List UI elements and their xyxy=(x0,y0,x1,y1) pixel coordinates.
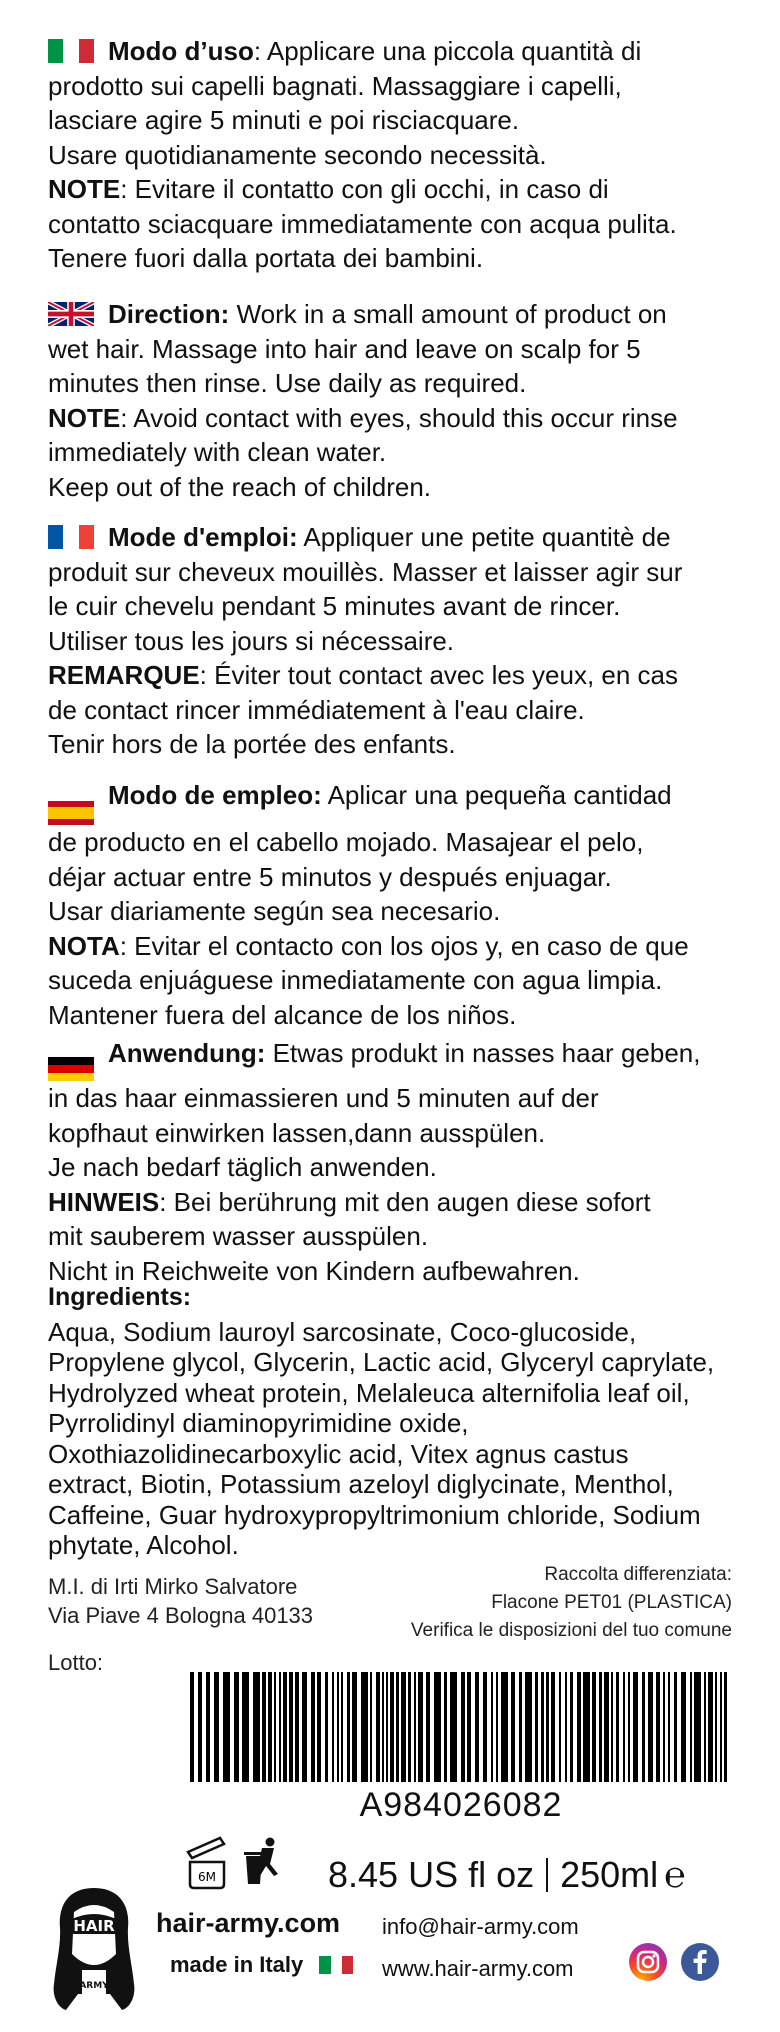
barcode-bar xyxy=(475,1672,479,1782)
barcode-bar xyxy=(648,1672,653,1782)
text-line: déjar actuar entre 5 minutos y después enjuagar. xyxy=(48,861,612,892)
barcode-bar xyxy=(724,1672,727,1782)
barcode-bar xyxy=(496,1672,498,1782)
barcode-bar xyxy=(341,1672,343,1782)
barcode-bar xyxy=(690,1672,692,1782)
flag-france-icon xyxy=(48,525,94,549)
text-line: Keep out of the reach of children. xyxy=(48,471,432,502)
barcode-bar xyxy=(444,1672,447,1782)
barcode-bar xyxy=(268,1672,272,1782)
note-label: NOTE xyxy=(48,174,121,204)
barcode-bar xyxy=(206,1672,210,1782)
barcode-bar xyxy=(414,1672,416,1782)
pao-label: 6M xyxy=(198,1870,216,1884)
barcode-bar xyxy=(501,1672,508,1782)
text-line: mit sauberem wasser ausspülen. xyxy=(48,1221,429,1251)
flag-spain-icon xyxy=(48,801,94,825)
barcode-bar xyxy=(198,1672,202,1782)
text-line: contatto sciacquare immediatamente con acqua pulita. xyxy=(48,208,677,239)
facebook-icon[interactable] xyxy=(680,1942,720,1982)
flag-uk-icon xyxy=(48,300,94,324)
barcode-bar xyxy=(434,1672,441,1782)
barcode-bar xyxy=(311,1672,315,1782)
ingredients-line: extract, Biotin, Potassium azeloyl diglycinate, Menthol, xyxy=(48,1469,674,1499)
barcode-bar xyxy=(361,1672,368,1782)
barcode-bar xyxy=(704,1672,706,1782)
barcode-bar xyxy=(592,1672,596,1782)
text-line: Tenir hors de la portée des enfants. xyxy=(48,729,456,759)
ingredients-line: Propylene glycol, Glycerin, Lactic acid, Glyceryl caprylate, xyxy=(48,1347,715,1377)
barcode-bar xyxy=(337,1672,339,1782)
barcode-bar xyxy=(386,1672,388,1782)
instructions-english: Direction: Work in a small amount of product on wet hair. Massage into hair and leave on scalp for 5 minutes then rinse. Use daily as required. NOTE: Avoid contact with eyes, should this occur rinse immediately with clean water. Keep out of the reach of children. xyxy=(48,297,748,504)
barcode-bar xyxy=(352,1672,357,1782)
ingredients-line: phytate, Alcohol. xyxy=(48,1530,239,1560)
text-line: de contact rincer immédiatement à l'eau claire. xyxy=(48,694,585,725)
barcode-bar xyxy=(390,1672,394,1782)
barcode-bar xyxy=(604,1672,609,1782)
note-label: NOTE xyxy=(48,402,121,433)
barcode-bar xyxy=(577,1672,581,1782)
text-line: minutes then rinse. Use daily as required. xyxy=(48,368,527,398)
barcode-bar xyxy=(262,1672,266,1782)
barcode-bar xyxy=(694,1672,701,1782)
barcode-bar xyxy=(551,1672,555,1782)
barcode-bar xyxy=(223,1672,230,1782)
barcode-bar xyxy=(408,1672,411,1782)
barcode-bar xyxy=(628,1672,630,1782)
barcode-bar xyxy=(623,1672,625,1782)
text-line: produit sur cheveux mouillès. Masser et laisser agir sur xyxy=(48,556,683,587)
text-line: immediately with clean water. xyxy=(48,437,387,467)
barcode-bar xyxy=(491,1672,493,1782)
barcode-bar xyxy=(483,1672,487,1782)
manufacturer-name: M.I. di Irti Mirko Salvatore xyxy=(48,1574,298,1599)
text-line: in das haar einmassieren und 5 minuten auf der xyxy=(48,1083,599,1113)
recycling-info: Raccolta differenziata: Flacone PET01 (PLASTICA) Verifica le disposizioni del tuo comune xyxy=(410,1564,732,1641)
volume-us: 8.45 US fl oz xyxy=(328,1854,535,1895)
hair-army-logo xyxy=(48,1884,140,2012)
ingredients-list xyxy=(48,1282,748,1561)
text-line: Je nach bedarf täglich anwenden. xyxy=(48,1152,437,1182)
barcode-bar xyxy=(242,1672,249,1782)
barcode-bar xyxy=(302,1672,307,1782)
barcode-bar xyxy=(461,1672,465,1782)
section-heading: Modo de empleo: xyxy=(108,780,322,810)
text-line: Utiliser tous les jours si nécessaire. xyxy=(48,625,455,656)
note-label: NOTA xyxy=(48,930,120,961)
volume-info xyxy=(328,1854,686,1896)
barcode-bar xyxy=(720,1672,722,1782)
flag-italy-icon xyxy=(319,1956,353,1974)
barcode-bar xyxy=(546,1672,549,1782)
text-line: lasciare agire 5 minuti e poi risciacquare. xyxy=(48,105,520,135)
ingredients-line: Aqua, Sodium lauroyl sarcosinate, Coco-glucoside, xyxy=(48,1316,637,1347)
barcode-bar xyxy=(559,1672,561,1782)
estimated-sign: ℮ xyxy=(664,1854,686,1895)
manufacturer-info xyxy=(48,1572,313,1630)
manufacturer-address: Via Piave 4 Bologna 40133 xyxy=(48,1603,314,1628)
ingredients-line: Hydrolyzed wheat protein, Melaleuca alternifolia leaf oil, xyxy=(48,1377,690,1408)
section-heading: Anwendung: xyxy=(108,1038,266,1068)
barcode-bar xyxy=(511,1672,515,1782)
ingredients-line: Caffeine, Guar hydroxypropyltrimonium chloride, Sodium xyxy=(48,1499,701,1530)
contact-email[interactable]: info@hair-army.com xyxy=(382,1914,579,1939)
ingredients-line: Oxothiazolidinecarboxylic acid, Vitex agnus castus xyxy=(48,1438,629,1469)
barcode-number: A984026082 xyxy=(359,1786,563,1824)
text-line: Nicht in Reichweite von Kindern aufbewahren. xyxy=(48,1255,580,1286)
flag-germany-icon xyxy=(48,1057,94,1081)
barcode-bar xyxy=(347,1672,350,1782)
barcode-bar xyxy=(332,1672,334,1782)
flag-italy-icon xyxy=(48,39,94,63)
text-line: kopfhaut einwirken lassen,dann ausspülen. xyxy=(48,1117,546,1148)
barcode-bar xyxy=(633,1672,638,1782)
barcode-bar xyxy=(611,1672,613,1782)
text-line: Tenere fuori dalla portata dei bambini. xyxy=(48,243,484,273)
ingredients-title: Ingredients: xyxy=(48,1283,192,1311)
ingredients-line: Pyrrolidinyl diaminopyrimidine oxide, xyxy=(48,1408,469,1438)
barcode-bar xyxy=(234,1672,239,1782)
text-line: Usare quotidianamente secondo necessità. xyxy=(48,139,547,170)
barcode-bar xyxy=(283,1672,287,1782)
text-line: Usar diariamente según sea necesario. xyxy=(48,896,501,926)
barcode-bar xyxy=(401,1672,406,1782)
section-heading: Mode d'emploi: xyxy=(108,522,298,552)
barcode-bar xyxy=(325,1672,328,1782)
barcode-bar xyxy=(674,1672,677,1782)
text-line: Mantener fuera del alcance de los niños. xyxy=(48,999,517,1030)
contact-website[interactable]: www.hair-army.com xyxy=(382,1956,574,1981)
instructions-spanish: Modo de empleo: Aplicar una pequeña cantidad de producto en el cabello mojado. Masajear el pelo, déjar actuar entre 5 minutos y después enjuagar. Usar diariamente según sea necesario. NOTA: Evitar el contacto con los ojos y, en caso de que suceda enjuáguese inmediatamente con agua limpia. Mantener fuera del alcance de los niños. xyxy=(48,778,748,1032)
volume-metric: 250ml xyxy=(560,1854,659,1895)
instructions-italian: Modo d’uso: Applicare una piccola quantità di prodotto sui capelli bagnati. Massaggiare i capelli, lasciare agire 5 minuti e poi risciacquare. Usare quotidianamente secondo necessità. NOTE: Evitare il contatto con gli occhi, in caso di contatto sciacquare immediatamente con acqua pulita. Tenere fuori dalla portata dei bambini. xyxy=(48,34,748,276)
barcode-bar xyxy=(535,1672,538,1782)
barcode-bar xyxy=(274,1672,276,1782)
barcode-bar xyxy=(583,1672,590,1782)
section-heading: Modo d’uso xyxy=(108,36,254,66)
lot-label: Lotto: xyxy=(48,1650,104,1675)
barcode-bar xyxy=(541,1672,544,1782)
barcode-bar xyxy=(525,1672,532,1782)
barcode-bar xyxy=(467,1672,471,1782)
recycle-bin-icon xyxy=(240,1836,288,1890)
logo-text-top: HAIR xyxy=(73,1917,115,1935)
barcode-bar xyxy=(382,1672,384,1782)
barcode-bar xyxy=(214,1672,219,1782)
barcode-bar xyxy=(570,1672,573,1782)
text-line: de producto en el cabello mojado. Masajear el pelo, xyxy=(48,827,644,857)
barcode-bar xyxy=(396,1672,399,1782)
logo-text-bottom: ARMY xyxy=(79,1981,109,1991)
barcode-bar xyxy=(289,1672,293,1782)
barcode-bar xyxy=(708,1672,713,1782)
open-jar-icon xyxy=(184,1836,230,1890)
barcode-bar xyxy=(426,1672,430,1782)
note-label: REMARQUE xyxy=(48,660,200,690)
barcode-bar xyxy=(565,1672,567,1782)
barcode-bar xyxy=(253,1672,260,1782)
text-line: prodotto sui capelli bagnati. Massaggiare i capelli, xyxy=(48,70,622,101)
barcode-bar xyxy=(681,1672,686,1782)
barcode-bar xyxy=(279,1672,281,1782)
text-line: le cuir chevelu pendant 5 minutes avant de rincer. xyxy=(48,591,621,621)
barcode-bar xyxy=(663,1672,665,1782)
brand-website[interactable]: hair-army.com xyxy=(156,1908,341,1938)
barcode-bar xyxy=(656,1672,660,1782)
barcode-bar xyxy=(450,1672,457,1782)
barcode-bar xyxy=(519,1672,522,1782)
barcode-bar xyxy=(616,1672,619,1782)
instructions-german: Anwendung: Etwas produkt in nasses haar geben, in das haar einmassieren und 5 minuten auf der kopfhaut einwirken lassen,dann ausspülen. Je nach bedarf täglich anwenden. HINWEIS: Bei berührung mit den augen diese sofort mit sauberem wasser ausspülen. Nicht in Reichweite von Kindern aufbewahren. xyxy=(48,1036,748,1288)
section-heading: Direction: xyxy=(108,299,230,329)
barcode-bar xyxy=(418,1672,423,1782)
barcode-bar xyxy=(668,1672,670,1782)
text-line: wet hair. Massage into hair and leave on scalp for 5 xyxy=(48,333,641,364)
note-label: HINWEIS xyxy=(48,1186,160,1217)
made-in-italy: made in Italy xyxy=(170,1952,353,1978)
barcode-bar xyxy=(376,1672,380,1782)
volume-divider xyxy=(546,1858,548,1892)
text-line: suceda enjuáguese inmediatamente con agua limpia. xyxy=(48,965,663,995)
barcode-bar xyxy=(295,1672,299,1782)
barcode-bar xyxy=(715,1672,717,1782)
barcode-bar xyxy=(317,1672,321,1782)
instagram-icon[interactable] xyxy=(628,1942,668,1982)
barcode-bar xyxy=(599,1672,602,1782)
barcode-bar xyxy=(642,1672,645,1782)
barcode-bar xyxy=(190,1672,194,1782)
barcode-bar xyxy=(370,1672,372,1782)
instructions-french: Mode d'emploi: Appliquer une petite quantitè de produit sur cheveux mouillès. Masser et laisser agir sur le cuir chevelu pendant 5 minutes avant de rincer. Utiliser tous les jours si nécessaire. REMARQUE: Éviter tout contact avec les yeux, en cas de contact rincer immédiatement à l'eau claire. Tenir hors de la portée des enfants. xyxy=(48,520,748,762)
barcode xyxy=(190,1672,732,1782)
